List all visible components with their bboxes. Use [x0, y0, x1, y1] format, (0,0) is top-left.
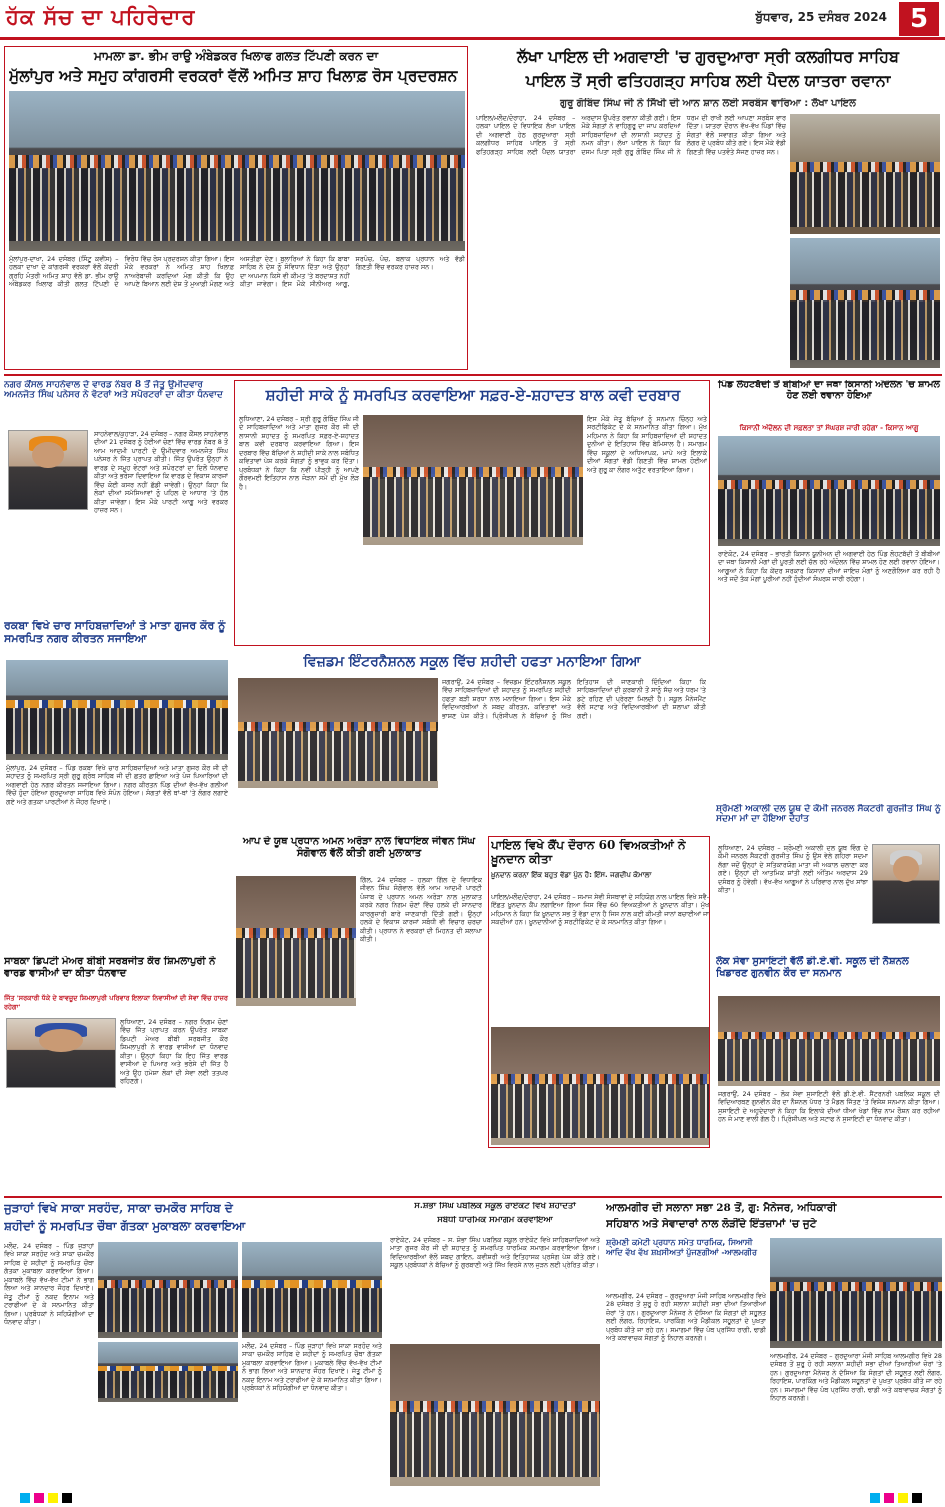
- blood-camp-photo: [491, 1027, 709, 1145]
- article-headline-line2: ਸਹਿਬਾਨ ਅਤੇ ਸੇਵਾਦਾਰਾਂ ਨਾਲ ਲੋੜੀਂਦੇ ਇੰਤਜ਼ਾਮਾਂ 'ਚ ਜੁਟੇ: [606, 1218, 817, 1230]
- shimlapuri-portrait: [6, 1018, 116, 1088]
- alamgir-photo: [770, 1238, 942, 1348]
- article-gurjit-singh-condolence: [716, 804, 942, 952]
- article-body-2: ਆਲਮਗੀਰ, 24 ਦਸੰਬਰ – ਗੁਰਦੁਆਰਾ ਮੰਜੀ ਸਾਹਿਬ ਆਲਮਗੀਰ ਵਿਖੇ 28 ਦਸੰਬਰ ਤੋਂ ਸ਼ੁਰੂ ਹੋ ਰਹੀ ਸਲਾਨਾ ਸ਼ਹੀਦੀ ਸਭਾ ਦੀਆਂ ਤਿਆਰੀਆਂ ਜ਼ੋਰਾਂ 'ਤੇ ਹਨ। ਗੁਰਦੁਆਰਾ ਮੈਨੇਜਰ ਨੇ ਦੱਸਿਆ ਕਿ ਸੰਗਤਾਂ ਦੀ ਸਹੂਲਤ ਲਈ ਲੰਗਰ, ਰਿਹਾਇਸ਼, ਪਾਰਕਿੰਗ ਅਤੇ ਮੈਡੀਕਲ ਸਹੂਲਤਾਂ ਦੇ ਪੁਖ਼ਤਾ ਪ੍ਰਬੰਧ ਕੀਤੇ ਜਾ ਰਹੇ ਹਨ। ਸਮਾਗਮਾਂ ਵਿੱਚ ਪੰਥ ਪ੍ਰਸਿੱਧ ਰਾਗੀ, ਢਾਡੀ ਅਤੇ ਕਥਾਵਾਚਕ ਸੰਗਤਾਂ ਨੂੰ ਨਿਹਾਲ ਕਰਨਗੇ।: [770, 1352, 942, 1403]
- article-headline-line2: ਸ਼ਹੀਦਾਂ ਨੂੰ ਸਮਰਪਿਤ ਚੌਥਾ ਗੱਤਕਾ ਮੁਕਾਬਲਾ ਕਰਵਾਇਆ: [4, 1220, 246, 1233]
- newspaper-logo: ਹੱਕ ਸੱਚ ਦਾ ਪਹਿਰੇਦਾਰ: [6, 4, 196, 29]
- article-headline: ਸਾਬਕਾ ਡਿਪਟੀ ਮੇਅਰ ਬੀਬੀ ਸਰਬਜੀਤ ਕੌਰ ਸ਼ਿਮਲਾਪੁਰੀ ਨੇ ਵਾਰਡ ਵਾਸੀਆਂ ਦਾ ਕੀਤਾ ਧੰਨਵਾਦ: [4, 956, 216, 979]
- registration-mark-magenta: [34, 1493, 44, 1503]
- article-headline-line1: ਸ.ਸ਼ੋਭਾ ਸਿੰਘ ਪਬਲਿਕ ਸਕੂਲ ਰਾਏਕੋਟ ਵਿਖੇ ਸ਼ਹਾਦਤਾਂ: [414, 1202, 576, 1211]
- article-body: ਮੁੱਲਾਂਪੁਰ-ਦਾਖਾ, 24 ਦਸੰਬਰ (ਸਿੰਟੂ ਕਵੀਂਸ) – ਹਲਕਾ ਦਾਖਾ ਦੇ ਕਾਂਗਰਸੀ ਵਰਕਰਾਂ ਵੱਲੋਂ ਕੇਂਦਰੀ ਗ੍ਰਹਿ ਮੰਤਰੀ ਅਮਿਤ ਸ਼ਾਹ ਵੱਲੋਂ ਡਾ. ਭੀਮ ਰਾਉ ਅੰਬੇਡਕਰ ਖਿਲਾਫ ਕੀਤੀ ਗਲਤ ਟਿੱਪਣੀ ਦੇ ਵਿਰੋਧ ਵਿੱਚ ਰੋਸ ਪ੍ਰਦਰਸ਼ਨ ਕੀਤਾ ਗਿਆ। ਇਸ ਮੌਕੇ ਵਰਕਰਾਂ ਨੇ ਅਮਿਤ ਸ਼ਾਹ ਖਿਲਾਫ਼ ਨਾਅਰੇਬਾਜ਼ੀ ਕਰਦਿਆਂ ਮੰਗ ਕੀਤੀ ਕਿ ਉਹ ਆਪਣੇ ਬਿਆਨ ਲਈ ਦੇਸ਼ ਤੋਂ ਮੁਆਫ਼ੀ ਮੰਗਣ ਅਤੇ ਅਸਤੀਫ਼ਾ ਦੇਣ। ਬੁਲਾਰਿਆਂ ਨੇ ਕਿਹਾ ਕਿ ਬਾਬਾ ਸਾਹਿਬ ਨੇ ਦੇਸ਼ ਨੂੰ ਸੰਵਿਧਾਨ ਦਿੱਤਾ ਅਤੇ ਉਨ੍ਹਾਂ ਦਾ ਅਪਮਾਨ ਕਿਸੇ ਵੀ ਕੀਮਤ 'ਤੇ ਬਰਦਾਸ਼ਤ ਨਹੀਂ ਕੀਤਾ ਜਾਵੇਗਾ। ਇਸ ਮੌਕੇ ਸੀਨੀਅਰ ਆਗੂ, ਸਰਪੰਚ, ਪੰਚ, ਬਲਾਕ ਪ੍ਰਧਾਨ ਅਤੇ ਵੱਡੀ ਗਿਣਤੀ ਵਿੱਚ ਵਰਕਰ ਹਾਜ਼ਰ ਸਨ।: [9, 255, 465, 289]
- registration-mark-black-2: [912, 1493, 922, 1503]
- article-body: ਮਲੌਦ, 24 ਦਸੰਬਰ – ਪਿੰਡ ਜੁੜਾਹਾਂ ਵਿਖੇ ਸਾਕਾ ਸਰਹੰਦ ਅਤੇ ਸਾਕਾ ਚਮਕੌਰ ਸਾਹਿਬ ਦੇ ਸ਼ਹੀਦਾਂ ਨੂੰ ਸਮਰਪਿਤ ਚੌਥਾ ਗੱਤਕਾ ਮੁਕਾਬਲਾ ਕਰਵਾਇਆ ਗਿਆ। ਮੁਕਾਬਲੇ ਵਿੱਚ ਵੱਖ-ਵੱਖ ਟੀਮਾਂ ਨੇ ਭਾਗ ਲਿਆ ਅਤੇ ਸ਼ਾਨਦਾਰ ਜੌਹਰ ਦਿਖਾਏ। ਜੇਤੂ ਟੀਮਾਂ ਨੂੰ ਨਕਦ ਇਨਾਮ ਅਤੇ ਟਰਾਫੀਆਂ ਦੇ ਕੇ ਸਨਮਾਨਿਤ ਕੀਤਾ ਗਿਆ। ਪ੍ਰਬੰਧਕਾਂ ਨੇ ਸਹਿਯੋਗੀਆਂ ਦਾ ਧੰਨਵਾਦ ਕੀਤਾ।: [4, 1242, 94, 1327]
- article-body: ਲੁਧਿਆਣਾ, 24 ਦਸੰਬਰ – ਨਗਰ ਨਿਗਮ ਚੋਣਾਂ ਵਿੱਚ ਜਿੱਤ ਪ੍ਰਾਪਤ ਕਰਨ ਉਪਰੰਤ ਸਾਬਕਾ ਡਿਪਟੀ ਮੇਅਰ ਬੀਬੀ ਸਰਬਜੀਤ ਕੌਰ ਸ਼ਿਮਲਾਪੁਰੀ ਨੇ ਵਾਰਡ ਵਾਸੀਆਂ ਦਾ ਧੰਨਵਾਦ ਕੀਤਾ। ਉਨ੍ਹਾਂ ਕਿਹਾ ਕਿ ਇਹ ਜਿੱਤ ਵਾਰਡ ਵਾਸੀਆਂ ਦੇ ਪਿਆਰ ਅਤੇ ਭਰੋਸੇ ਦੀ ਜਿੱਤ ਹੈ ਅਤੇ ਉਹ ਹਮੇਸ਼ਾ ਲੋਕਾਂ ਦੀ ਸੇਵਾ ਲਈ ਤਤਪਰ ਰਹਿਣਗੇ।: [120, 1018, 228, 1086]
- article-body-left: ਲੁਧਿਆਣਾ, 24 ਦਸੰਬਰ – ਸ੍ਰੀ ਗੁਰੂ ਗੋਬਿੰਦ ਸਿੰਘ ਜੀ ਦੇ ਸਾਹਿਬਜ਼ਾਦਿਆਂ ਅਤੇ ਮਾਤਾ ਗੁਜਰ ਕੌਰ ਜੀ ਦੀ ਲਾਸਾਨੀ ਸ਼ਹਾਦਤ ਨੂੰ ਸਮਰਪਿਤ ਸਫ਼ਰ-ਏ-ਸ਼ਹਾਦਤ ਬਾਲ ਕਵੀ ਦਰਬਾਰ ਕਰਵਾਇਆ ਗਿਆ। ਇਸ ਦਰਬਾਰ ਵਿੱਚ ਬੱਚਿਆਂ ਨੇ ਸ਼ਹੀਦੀ ਸਾਕੇ ਨਾਲ ਸਬੰਧਿਤ ਕਵਿਤਾਵਾਂ ਪੇਸ਼ ਕਰਕੇ ਸੰਗਤਾਂ ਨੂੰ ਭਾਵੁਕ ਕਰ ਦਿੱਤਾ। ਪ੍ਰਬੰਧਕਾਂ ਨੇ ਕਿਹਾ ਕਿ ਨਵੀਂ ਪੀੜ੍ਹੀ ਨੂੰ ਆਪਣੇ ਗੌਰਵਮਈ ਇਤਿਹਾਸ ਨਾਲ ਜੋੜਨਾ ਸਮੇਂ ਦੀ ਮੁੱਖ ਲੋੜ ਹੈ।: [239, 415, 359, 491]
- article-headline: ਪਾਇਲ ਵਿਖੇ ਕੈਂਪ ਦੌਰਾਨ 60 ਵਿਅਕਤੀਆਂ ਨੇ ਖ਼ੂਨਦਾਨ ਕੀਤਾ: [491, 839, 686, 866]
- article-body: ਪਾਇਲ/ਮਲੌਦ/ਦੋਰਾਹਾ, 24 ਦਸੰਬਰ – ਹਲਕਾ ਪਾਇਲ ਦੇ ਵਿਧਾਇਕ ਲੱਖਾ ਪਾਇਲ ਦੀ ਅਗਵਾਈ ਹੇਠ ਗੁਰਦੁਆਰਾ ਸ੍ਰੀ ਕਲਗੀਧਰ ਸਾਹਿਬ ਪਾਇਲ ਤੋਂ ਸ੍ਰੀ ਫਤਿਹਗੜ੍ਹ ਸਾਹਿਬ ਲਈ ਪੈਦਲ ਯਾਤਰਾ ਅਰਦਾਸ ਉਪਰੰਤ ਰਵਾਨਾ ਕੀਤੀ ਗਈ। ਇਸ ਮੌਕੇ ਸੰਗਤਾਂ ਨੇ ਵਾਹਿਗੁਰੂ ਦਾ ਜਾਪ ਕਰਦਿਆਂ ਸਾਹਿਬਜ਼ਾਦਿਆਂ ਦੀ ਲਾਸਾਨੀ ਸ਼ਹਾਦਤ ਨੂੰ ਨਮਨ ਕੀਤਾ। ਲੱਖਾ ਪਾਇਲ ਨੇ ਕਿਹਾ ਕਿ ਦਸਮ ਪਿਤਾ ਸ੍ਰੀ ਗੁਰੂ ਗੋਬਿੰਦ ਸਿੰਘ ਜੀ ਨੇ ਧਰਮ ਦੀ ਰਾਖੀ ਲਈ ਆਪਣਾ ਸਰਬੰਸ ਵਾਰ ਦਿੱਤਾ। ਯਾਤਰਾ ਦੌਰਾਨ ਵੱਖ-ਵੱਖ ਪਿੰਡਾਂ ਵਿੱਚ ਸੰਗਤਾਂ ਵੱਲੋਂ ਸਵਾਗਤ ਕੀਤਾ ਗਿਆ ਅਤੇ ਲੰਗਰ ਦੇ ਪ੍ਰਬੰਧ ਕੀਤੇ ਗਏ। ਇਸ ਮੌਕੇ ਵੱਡੀ ਗਿਣਤੀ ਵਿੱਚ ਪਤਵੰਤੇ ਸੱਜਣ ਹਾਜ਼ਰ ਸਨ।: [476, 114, 786, 156]
- article-body: ਰਾਏਕੋਟ, 24 ਦਸੰਬਰ – ਭਾਰਤੀ ਕਿਸਾਨ ਯੂਨੀਅਨ ਦੀ ਅਗਵਾਈ ਹੇਠ ਪਿੰਡ ਲੋਹਟਬੱਦੀ ਤੋਂ ਬੀਬੀਆਂ ਦਾ ਜਥਾ ਕਿਸਾਨੀ ਮੰਗਾਂ ਦੀ ਪੂਰਤੀ ਲਈ ਚੱਲ ਰਹੇ ਅੰਦੋਲਨ ਵਿੱਚ ਸ਼ਾਮਲ ਹੋਣ ਲਈ ਰਵਾਨਾ ਹੋਇਆ। ਆਗੂਆਂ ਨੇ ਕਿਹਾ ਕਿ ਕੇਂਦਰ ਸਰਕਾਰ ਕਿਸਾਨਾਂ ਦੀਆਂ ਜਾਇਜ਼ ਮੰਗਾਂ ਨੂੰ ਅਣਗੌਲਿਆ ਕਰ ਰਹੀ ਹੈ ਅਤੇ ਜਦੋਂ ਤੱਕ ਮੰਗਾਂ ਪੂਰੀਆਂ ਨਹੀਂ ਹੁੰਦੀਆਂ ਸੰਘਰਸ਼ ਜਾਰੀ ਰਹੇਗਾ।: [718, 550, 940, 584]
- article-lohatbaddi-jatha: [716, 380, 942, 800]
- article-subhead: ਸ਼੍ਰੋਮਣੀ ਕਮੇਟੀ ਪ੍ਰਧਾਨ ਸਮੇਤ ਧਾਰਮਿਕ, ਸਿਆਸੀ ਆਦਿ ਵੱਖ ਵੱਖ ਸ਼ਖ਼ਸੀਅਤਾਂ ਪੁੱਜਣਗੀਆਂ -ਆਲਮਗੀਰ: [606, 1238, 758, 1257]
- article-headline: ਨਗਰ ਕੌਂਸਲ ਸਾਹਨੇਵਾਲ ਦੇ ਵਾਰਡ ਨੰਬਰ 8 ਤੋਂ ਜੇਤੂ ਉਮੀਦਵਾਰ ਅਮਨਜੋਤ ਸਿੰਘ ਪਨੇਸਰ ਨੇ ਵੋਟਰਾਂ ਅਤੇ ਸਪੋਰਟਰਾਂ ਦਾ ਕੀਤਾ ਧੰਨਵਾਦ: [4, 380, 223, 401]
- article-shobha-singh-school: [390, 1202, 600, 1488]
- protest-photo: [9, 91, 465, 251]
- gatka-photo-2: [242, 1242, 382, 1338]
- article-rakba-nagar-kirtan: [4, 620, 230, 950]
- article-gunveen-kaur-honour: [716, 956, 942, 1192]
- article-gatka-competition: [4, 1202, 384, 1488]
- article-payal-yatra: [474, 46, 942, 370]
- issue-date: ਬੁੱਧਵਾਰ, 25 ਦਸੰਬਰ 2024: [755, 10, 887, 24]
- article-headline: ਆਪ ਦੇ ਯੂਥ ਪ੍ਰਧਾਨ ਅਮਨ ਅਰੋੜਾ ਨਾਲ ਵਿਧਾਇਕ ਜੀਵਨ ਸਿੰਘ ਸੰਗੋਵਾਲ ਵੱਲੋਂ ਕੀਤੀ ਗਈ ਮੁਲਾਕਾਤ: [242, 836, 476, 859]
- article-alamgir-sabha: [606, 1202, 942, 1488]
- article-body: ਮੁੱਲਾਂਪੁਰ, 24 ਦਸੰਬਰ – ਪਿੰਡ ਰਕਬਾ ਵਿਖੇ ਚਾਰ ਸਾਹਿਬਜ਼ਾਦਿਆਂ ਅਤੇ ਮਾਤਾ ਗੁਜਰ ਕੌਰ ਜੀ ਦੀ ਸ਼ਹਾਦਤ ਨੂੰ ਸਮਰਪਿਤ ਸ੍ਰੀ ਗੁਰੂ ਗ੍ਰੰਥ ਸਾਹਿਬ ਜੀ ਦੀ ਛਤਰ ਛਾਇਆ ਅਤੇ ਪੰਜ ਪਿਆਰਿਆਂ ਦੀ ਅਗਵਾਈ ਹੇਠ ਨਗਰ ਕੀਰਤਨ ਸਜਾਇਆ ਗਿਆ। ਨਗਰ ਕੀਰਤਨ ਪਿੰਡ ਦੀਆਂ ਵੱਖ-ਵੱਖ ਗਲੀਆਂ ਵਿੱਚੋਂ ਹੁੰਦਾ ਹੋਇਆ ਗੁਰਦੁਆਰਾ ਸਾਹਿਬ ਵਿਖੇ ਸੰਪੰਨ ਹੋਇਆ। ਸੰਗਤਾਂ ਵੱਲੋਂ ਥਾਂ-ਥਾਂ 'ਤੇ ਲੰਗਰ ਲਗਾਏ ਗਏ ਅਤੇ ਗਤਕਾ ਪਾਰਟੀਆਂ ਨੇ ਜੌਹਰ ਦਿਖਾਏ।: [6, 764, 228, 806]
- article-headline-line2: ਪਾਇਲ ਤੋਂ ਸ੍ਰੀ ਫਤਿਹਗੜ੍ਹ ਸਾਹਿਬ ਲਈ ਪੈਦਲ ਯਾਤਰਾ ਰਵਾਨਾ: [525, 72, 891, 90]
- article-bal-kavi-darbar: [234, 380, 710, 646]
- registration-mark-yellow: [48, 1493, 58, 1503]
- article-headline-line1: ਆਲਮਗੀਰ ਦੀ ਸਲਾਨਾ ਸਭਾ 28 ਤੋਂ, ਗੁ: ਮੈਨੇਜਰ, ਅਧਿਕਾਰੀ: [606, 1202, 837, 1214]
- article-congress-protest: [4, 46, 468, 370]
- nagar-kirtan-photo: [6, 660, 228, 760]
- article-body: ਆਲਮਗੀਰ, 24 ਦਸੰਬਰ – ਗੁਰਦੁਆਰਾ ਮੰਜੀ ਸਾਹਿਬ ਆਲਮਗੀਰ ਵਿਖੇ 28 ਦਸੰਬਰ ਤੋਂ ਸ਼ੁਰੂ ਹੋ ਰਹੀ ਸਲਾਨਾ ਸ਼ਹੀਦੀ ਸਭਾ ਦੀਆਂ ਤਿਆਰੀਆਂ ਜ਼ੋਰਾਂ 'ਤੇ ਹਨ। ਗੁਰਦੁਆਰਾ ਮੈਨੇਜਰ ਨੇ ਦੱਸਿਆ ਕਿ ਸੰਗਤਾਂ ਦੀ ਸਹੂਲਤ ਲਈ ਲੰਗਰ, ਰਿਹਾਇਸ਼, ਪਾਰਕਿੰਗ ਅਤੇ ਮੈਡੀਕਲ ਸਹੂਲਤਾਂ ਦੇ ਪੁਖ਼ਤਾ ਪ੍ਰਬੰਧ ਕੀਤੇ ਜਾ ਰਹੇ ਹਨ। ਸਮਾਗਮਾਂ ਵਿੱਚ ਪੰਥ ਪ੍ਰਸਿੱਧ ਰਾਗੀ, ਢਾਡੀ ਅਤੇ ਕਥਾਵਾਚਕ ਸੰਗਤਾਂ ਨੂੰ ਨਿਹਾਲ ਕਰਨਗੇ।: [606, 1292, 766, 1343]
- article-body: ਜਗਰਾਉਂ, 24 ਦਸੰਬਰ – ਲੋਕ ਸੇਵਾ ਸੁਸਾਇਟੀ ਵੱਲੋਂ ਡੀ.ਏ.ਵੀ. ਸੈਂਟਰਨਰੀ ਪਬਲਿਕ ਸਕੂਲ ਦੀ ਵਿਦਿਆਰਥਣ ਗੁਨਵੀਨ ਕੌਰ ਦਾ ਨੈਸ਼ਨਲ ਪੱਧਰ 'ਤੇ ਮੈਡਲ ਜਿੱਤਣ 'ਤੇ ਵਿਸ਼ੇਸ਼ ਸਨਮਾਨ ਕੀਤਾ ਗਿਆ। ਸੁਸਾਇਟੀ ਦੇ ਅਹੁਦੇਦਾਰਾਂ ਨੇ ਕਿਹਾ ਕਿ ਇਲਾਕੇ ਦੀਆਂ ਧੀਆਂ ਖੇਡਾਂ ਵਿੱਚ ਨਾਮ ਰੌਸ਼ਨ ਕਰ ਰਹੀਆਂ ਹਨ ਜੋ ਮਾਣ ਵਾਲੀ ਗੱਲ ਹੈ। ਪ੍ਰਿੰਸੀਪਲ ਅਤੇ ਸਟਾਫ ਨੇ ਸੁਸਾਇਟੀ ਦਾ ਧੰਨਵਾਦ ਕੀਤਾ।: [718, 1090, 940, 1124]
- honour-photo: [718, 996, 940, 1086]
- article-body: ਸਾਹਨੇਵਾਲ/ਕੁਹਾੜਾ, 24 ਦਸੰਬਰ – ਨਗਰ ਕੌਂਸਲ ਸਾਹਨੇਵਾਲ ਦੀਆਂ 21 ਦਸੰਬਰ ਨੂੰ ਹੋਈਆਂ ਚੋਣਾਂ ਵਿੱਚ ਵਾਰਡ ਨੰਬਰ 8 ਤੋਂ ਆਮ ਆਦਮੀ ਪਾਰਟੀ ਦੇ ਉਮੀਦਵਾਰ ਅਮਨਜੋਤ ਸਿੰਘ ਪਨੇਸਰ ਨੇ ਜਿੱਤ ਪ੍ਰਾਪਤ ਕੀਤੀ। ਜਿੱਤ ਉਪਰੰਤ ਉਨ੍ਹਾਂ ਨੇ ਵਾਰਡ ਦੇ ਸਮੂਹ ਵੋਟਰਾਂ ਅਤੇ ਸਪੋਰਟਰਾਂ ਦਾ ਦਿਲੋਂ ਧੰਨਵਾਦ ਕੀਤਾ ਅਤੇ ਭਰੋਸਾ ਦਿਵਾਇਆ ਕਿ ਵਾਰਡ ਦੇ ਵਿਕਾਸ ਕਾਰਜਾਂ ਵਿੱਚ ਕੋਈ ਕਸਰ ਨਹੀਂ ਛੱਡੀ ਜਾਵੇਗੀ। ਉਨ੍ਹਾਂ ਕਿਹਾ ਕਿ ਲੋਕਾਂ ਦੀਆਂ ਸਮੱਸਿਆਵਾਂ ਨੂੰ ਪਹਿਲ ਦੇ ਆਧਾਰ 'ਤੇ ਹੱਲ ਕੀਤਾ ਜਾਵੇਗਾ। ਇਸ ਮੌਕੇ ਪਾਰਟੀ ਆਗੂ ਅਤੇ ਵਰਕਰ ਹਾਜ਼ਰ ਸਨ।: [94, 430, 228, 515]
- article-body: ਲੁਧਿਆਣਾ, 24 ਦਸੰਬਰ – ਸ਼੍ਰੋਮਣੀ ਅਕਾਲੀ ਦਲ ਯੂਥ ਵਿੰਗ ਦੇ ਕੌਮੀ ਜਨਰਲ ਸੈਕਟਰੀ ਗੁਰਜੀਤ ਸਿੰਘ ਨੂੰ ਉਸ ਵੇਲੇ ਗਹਿਰਾ ਸਦਮਾ ਲੱਗਾ ਜਦੋਂ ਉਨ੍ਹਾਂ ਦੇ ਸਤਿਕਾਰਯੋਗ ਮਾਤਾ ਜੀ ਅਕਾਲ ਚਲਾਣਾ ਕਰ ਗਏ। ਉਨ੍ਹਾਂ ਦੀ ਆਤਮਿਕ ਸ਼ਾਂਤੀ ਲਈ ਅੰਤਿਮ ਅਰਦਾਸ 29 ਦਸੰਬਰ ਨੂੰ ਹੋਵੇਗੀ। ਵੱਖ-ਵੱਖ ਆਗੂਆਂ ਨੇ ਪਰਿਵਾਰ ਨਾਲ ਦੁੱਖ ਸਾਂਝਾ ਕੀਤਾ।: [718, 844, 868, 895]
- amanjot-portrait: [8, 430, 88, 510]
- article-subhead: ਜਿੱਤ 'ਸਰਕਾਰੀ ਧੱਕੇ ਦੇ ਬਾਵਜੂਦ ਸ਼ਿਮਲਾਪੁਰੀ ਪਰਿਵਾਰ ਇਲਾਕਾ ਨਿਵਾਸੀਆਂ ਦੀ ਸੇਵਾ ਵਿੱਚ ਹਾਜ਼ਰ ਰਹੇਗਾ': [4, 994, 228, 1011]
- meeting-photo: [236, 876, 356, 1006]
- article-headline-line1: ਲੱਖਾ ਪਾਇਲ ਦੀ ਅਗਵਾਈ 'ਚ ਗੁਰਦੁਆਰਾ ਸ੍ਰੀ ਕਲਗੀਧਰ ਸਾਹਿਬ: [517, 48, 899, 66]
- jatha-photo: [718, 436, 940, 546]
- article-subhead: ਗੁਰੂ ਗੋਬਿੰਦ ਸਿੰਘ ਜੀ ਨੇ ਸਿੱਖੀ ਦੀ ਆਨ ਸ਼ਾਨ ਲਈ ਸਰਬੰਸ ਵਾਰਿਆ : ਲੱਖਾ ਪਾਇਲ: [560, 98, 856, 109]
- registration-mark-black: [62, 1493, 72, 1503]
- school-event-photo: [390, 1344, 600, 1486]
- article-headline: ਲੋਕ ਸੇਵਾ ਸੁਸਾਇਟੀ ਵੱਲੋਂ ਡੀ.ਏ.ਵੀ. ਸਕੂਲ ਦੀ ਨੈਸ਼ਨਲ ਖਿਡਾਰਣ ਗੁਨਵੀਨ ਕੌਰ ਦਾ ਸਨਮਾਨ: [716, 956, 909, 979]
- article-headline-line1: ਜੁੜਾਹਾਂ ਵਿਖੇ ਸਾਕਾ ਸਰਹੰਦ, ਸਾਕਾ ਚਮਕੌਰ ਸਾਹਿਬ ਦੇ: [4, 1202, 233, 1215]
- article-headline: ਮੁੱਲਾਂਪੁਰ ਅਤੇ ਸਮੂਹ ਕਾਂਗਰਸੀ ਵਰਕਰਾਂ ਵੱਲੋਂ ਅਮਿਤ ਸ਼ਾਹ ਖਿਲਾਫ਼ ਰੋਸ ਪ੍ਰਦਰਸ਼ਨ: [9, 67, 458, 85]
- print-registration-strip: [0, 1490, 945, 1507]
- article-subhead: ਖ਼ੂਨਦਾਨ ਕਰਨਾ ਇੱਕ ਬਹੁਤ ਵੱਡਾ ਪੁੰਨ ਹੈ: ਇੰਸ. ਜਗਦੀਪ ਕੋਮਾਲਾ: [491, 871, 652, 879]
- section-divider: [4, 1196, 942, 1198]
- article-wisdom-school: [234, 652, 710, 832]
- section-divider: [4, 374, 942, 376]
- mother-portrait: [872, 844, 940, 924]
- article-body: ਰਾਏਕੋਟ, 24 ਦਸੰਬਰ – ਸ. ਸ਼ੋਭਾ ਸਿੰਘ ਪਬਲਿਕ ਸਕੂਲ ਰਾਏਕੋਟ ਵਿਖੇ ਸਾਹਿਬਜ਼ਾਦਿਆਂ ਅਤੇ ਮਾਤਾ ਗੁਜਰ ਕੌਰ ਜੀ ਦੀ ਸ਼ਹਾਦਤ ਨੂੰ ਸਮਰਪਿਤ ਧਾਰਮਿਕ ਸਮਾਗਮ ਕਰਵਾਇਆ ਗਿਆ। ਵਿਦਿਆਰਥੀਆਂ ਵੱਲੋਂ ਸ਼ਬਦ ਗਾਇਨ, ਕਵੀਸ਼ਰੀ ਅਤੇ ਇਤਿਹਾਸਕ ਪ੍ਰਸੰਗ ਪੇਸ਼ ਕੀਤੇ ਗਏ। ਸਕੂਲ ਪ੍ਰਬੰਧਕਾਂ ਨੇ ਬੱਚਿਆਂ ਨੂੰ ਗੁਰਬਾਣੀ ਅਤੇ ਸਿੱਖ ਵਿਰਸੇ ਨਾਲ ਜੁੜਨ ਲਈ ਪ੍ਰੇਰਿਤ ਕੀਤਾ।: [390, 1236, 600, 1270]
- registration-mark-cyan: [20, 1493, 30, 1503]
- article-amanjot-thanks: [4, 380, 230, 616]
- article-body: ਪਾਇਲ/ਮਲੌਦ/ਦੋਰਾਹਾ, 24 ਦਸੰਬਰ – ਸਮਾਜ ਸੇਵੀ ਸੰਸਥਾਵਾਂ ਦੇ ਸਹਿਯੋਗ ਨਾਲ ਪਾਇਲ ਵਿਖੇ ਸਵੈ-ਇੱਛਤ ਖ਼ੂਨਦਾਨ ਕੈਂਪ ਲਗਾਇਆ ਗਿਆ ਜਿਸ ਵਿੱਚ 60 ਵਿਅਕਤੀਆਂ ਨੇ ਖ਼ੂਨਦਾਨ ਕੀਤਾ। ਮੁੱਖ ਮਹਿਮਾਨ ਨੇ ਕਿਹਾ ਕਿ ਖ਼ੂਨਦਾਨ ਸਭ ਤੋਂ ਵੱਡਾ ਦਾਨ ਹੈ ਜਿਸ ਨਾਲ ਕਈ ਕੀਮਤੀ ਜਾਨਾਂ ਬਚਾਈਆਂ ਜਾ ਸਕਦੀਆਂ ਹਨ। ਖ਼ੂਨਦਾਨੀਆਂ ਨੂੰ ਸਰਟੀਫਿਕੇਟ ਦੇ ਕੇ ਸਨਮਾਨਿਤ ਕੀਤਾ ਗਿਆ।: [491, 893, 709, 927]
- article-headline: ਪਿੰਡ ਲੋਹਟਬੱਦੀ ਤੋਂ ਬੀਬੀਆਂ ਦਾ ਜਥਾ ਕਿਸਾਨੀ ਅੰਦੋਲਨ 'ਚ ਸ਼ਾਮਲ ਹੋਣ ਲਈ ਰਵਾਨਾ ਹੋਇਆ: [718, 380, 940, 401]
- registration-mark-cyan-2: [870, 1493, 880, 1503]
- article-headline-line2: ਸਬੰਧੀ ਧਾਰਮਿਕ ਸਮਾਗਮ ਕਰਵਾਇਆ: [437, 1216, 553, 1225]
- article-body-2: ਮਲੌਦ, 24 ਦਸੰਬਰ – ਪਿੰਡ ਜੁੜਾਹਾਂ ਵਿਖੇ ਸਾਕਾ ਸਰਹੰਦ ਅਤੇ ਸਾਕਾ ਚਮਕੌਰ ਸਾਹਿਬ ਦੇ ਸ਼ਹੀਦਾਂ ਨੂੰ ਸਮਰਪਿਤ ਚੌਥਾ ਗੱਤਕਾ ਮੁਕਾਬਲਾ ਕਰਵਾਇਆ ਗਿਆ। ਮੁਕਾਬਲੇ ਵਿੱਚ ਵੱਖ-ਵੱਖ ਟੀਮਾਂ ਨੇ ਭਾਗ ਲਿਆ ਅਤੇ ਸ਼ਾਨਦਾਰ ਜੌਹਰ ਦਿਖਾਏ। ਜੇਤੂ ਟੀਮਾਂ ਨੂੰ ਨਕਦ ਇਨਾਮ ਅਤੇ ਟਰਾਫੀਆਂ ਦੇ ਕੇ ਸਨਮਾਨਿਤ ਕੀਤਾ ਗਿਆ। ਪ੍ਰਬੰਧਕਾਂ ਨੇ ਸਹਿਯੋਗੀਆਂ ਦਾ ਧੰਨਵਾਦ ਕੀਤਾ।: [242, 1342, 382, 1393]
- masthead: [0, 0, 945, 40]
- gatka-photo-3: [98, 1342, 238, 1402]
- article-body: ਜਗਰਾਉਂ, 24 ਦਸੰਬਰ – ਵਿਜ਼ਡਮ ਇੰਟਰਨੈਸ਼ਨਲ ਸਕੂਲ ਵਿੱਚ ਸਾਹਿਬਜ਼ਾਦਿਆਂ ਦੀ ਸ਼ਹਾਦਤ ਨੂੰ ਸਮਰਪਿਤ ਸ਼ਹੀਦੀ ਹਫਤਾ ਬੜੀ ਸ਼ਰਧਾ ਨਾਲ ਮਨਾਇਆ ਗਿਆ। ਇਸ ਮੌਕੇ ਵਿਦਿਆਰਥੀਆਂ ਨੇ ਸ਼ਬਦ ਕੀਰਤਨ, ਕਵਿਤਾਵਾਂ ਅਤੇ ਭਾਸ਼ਣ ਪੇਸ਼ ਕੀਤੇ। ਪ੍ਰਿੰਸੀਪਲ ਨੇ ਬੱਚਿਆਂ ਨੂੰ ਸਿੱਖ ਇਤਿਹਾਸ ਦੀ ਜਾਣਕਾਰੀ ਦਿੰਦਿਆਂ ਕਿਹਾ ਕਿ ਸਾਹਿਬਜ਼ਾਦਿਆਂ ਦੀ ਕੁਰਬਾਨੀ ਤੋਂ ਸਾਨੂੰ ਸੱਚ ਅਤੇ ਧਰਮ 'ਤੇ ਡਟੇ ਰਹਿਣ ਦੀ ਪ੍ਰੇਰਣਾ ਮਿਲਦੀ ਹੈ। ਸਕੂਲ ਮੈਨੇਜਮੈਂਟ ਵੱਲੋਂ ਸਟਾਫ ਅਤੇ ਵਿਦਿਆਰਥੀਆਂ ਦੀ ਸ਼ਲਾਘਾ ਕੀਤੀ ਗਈ।: [442, 678, 706, 720]
- article-headline: ਸ਼੍ਰੋਮਣੀ ਅਕਾਲੀ ਦਲ ਯੂਥ ਦੇ ਕੌਮੀ ਜਨਰਲ ਸੈਕਟਰੀ ਗੁਰਜੀਤ ਸਿੰਘ ਨੂੰ ਸਦਮਾ ਮਾਂ ਦਾ ਹੋਇਆ ਦੇਹਾਂਤ: [716, 804, 941, 825]
- article-headline: ਵਿਜ਼ਡਮ ਇੰਟਰਨੈਸ਼ਨਲ ਸਕੂਲ ਵਿੱਚ ਸ਼ਹੀਦੀ ਹਫਤਾ ਮਨਾਇਆ ਗਿਆ: [303, 654, 641, 670]
- yatra-photo-1: [790, 114, 940, 234]
- registration-mark-yellow-2: [898, 1493, 908, 1503]
- photo-caption: ਕਿਸਾਨੀ ਅੰਦੋਲਨ ਦੀ ਸਫ਼ਲਤਾ ਤਾਂ ਸੰਘਰਸ਼ ਜਾਰੀ ਰਹੇਗਾ - ਕਿਸਾਨ ਆਗੂ: [739, 424, 919, 432]
- wisdom-school-photo: [238, 678, 438, 788]
- article-body-right: ਇਸ ਮੌਕੇ ਜੇਤੂ ਬੱਚਿਆਂ ਨੂੰ ਸਨਮਾਨ ਚਿੰਨ੍ਹ ਅਤੇ ਸਰਟੀਫਿਕੇਟ ਦੇ ਕੇ ਸਨਮਾਨਿਤ ਕੀਤਾ ਗਿਆ। ਮੁੱਖ ਮਹਿਮਾਨ ਨੇ ਕਿਹਾ ਕਿ ਸਾਹਿਬਜ਼ਾਦਿਆਂ ਦੀ ਸ਼ਹਾਦਤ ਦੁਨੀਆਂ ਦੇ ਇਤਿਹਾਸ ਵਿੱਚ ਬੇਮਿਸਾਲ ਹੈ। ਸਮਾਗਮ ਵਿੱਚ ਸਕੂਲਾਂ ਦੇ ਅਧਿਆਪਕ, ਮਾਪੇ ਅਤੇ ਇਲਾਕੇ ਦੀਆਂ ਸੰਗਤਾਂ ਵੱਡੀ ਗਿਣਤੀ ਵਿੱਚ ਸ਼ਾਮਲ ਹੋਈਆਂ ਅਤੇ ਗੁਰੂ ਕਾ ਲੰਗਰ ਅਤੁੱਟ ਵਰਤਾਇਆ ਗਿਆ।: [587, 415, 707, 474]
- article-blood-donation: [488, 836, 710, 1148]
- article-headline: ਸ਼ਹੀਦੀ ਸਾਕੇ ਨੂੰ ਸਮਰਪਿਤ ਕਰਵਾਇਆ ਸਫ਼ਰ-ਏ-ਸ਼ਹਾਦਤ ਬਾਲ ਕਵੀ ਦਰਬਾਰ: [265, 387, 681, 404]
- article-body: ਗਿੱਲ, 24 ਦਸੰਬਰ – ਹਲਕਾ ਗਿੱਲ ਦੇ ਵਿਧਾਇਕ ਜੀਵਨ ਸਿੰਘ ਸੰਗੋਵਾਲ ਵੱਲੋਂ ਆਮ ਆਦਮੀ ਪਾਰਟੀ ਪੰਜਾਬ ਦੇ ਪ੍ਰਧਾਨ ਅਮਨ ਅਰੋੜਾ ਨਾਲ ਮੁਲਾਕਾਤ ਕਰਕੇ ਨਗਰ ਨਿਗਮ ਚੋਣਾਂ ਵਿੱਚ ਹਲਕੇ ਦੀ ਸ਼ਾਨਦਾਰ ਕਾਰਗੁਜ਼ਾਰੀ ਬਾਰੇ ਜਾਣਕਾਰੀ ਦਿੱਤੀ ਗਈ। ਉਨ੍ਹਾਂ ਹਲਕੇ ਦੇ ਵਿਕਾਸ ਕਾਰਜਾਂ ਸਬੰਧੀ ਵੀ ਵਿਚਾਰ ਚਰਚਾ ਕੀਤੀ। ਪ੍ਰਧਾਨ ਨੇ ਵਰਕਰਾਂ ਦੀ ਮਿਹਨਤ ਦੀ ਸ਼ਲਾਘਾ ਕੀਤੀ।: [360, 876, 482, 944]
- page-number: 5: [899, 2, 939, 36]
- article-headline: ਰਕਬਾ ਵਿਖੇ ਚਾਰ ਸਾਹਿਬਜ਼ਾਦਿਆਂ ਤੇ ਮਾਤਾ ਗੁਜਰ ਕੌਰ ਨੂੰ ਸਮਰਪਿਤ ਨਗਰ ਕੀਰਤਨ ਸਜਾਇਆ: [4, 620, 226, 645]
- article-kicker: ਮਾਮਲਾ ਡਾ. ਭੀਮ ਰਾਉ ਅੰਬੇਡਕਰ ਖਿਲਾਫ ਗਲਤ ਟਿੱਪਣੀ ਕਰਨ ਦਾ: [93, 49, 379, 63]
- gatka-photo-1: [98, 1242, 238, 1338]
- yatra-photo-2: [790, 238, 940, 368]
- article-shimlapuri-thanks: [4, 956, 230, 1192]
- article-aman-arora-meeting: [234, 836, 484, 1148]
- kavi-darbar-photo: [363, 415, 583, 545]
- registration-mark-magenta-2: [884, 1493, 894, 1503]
